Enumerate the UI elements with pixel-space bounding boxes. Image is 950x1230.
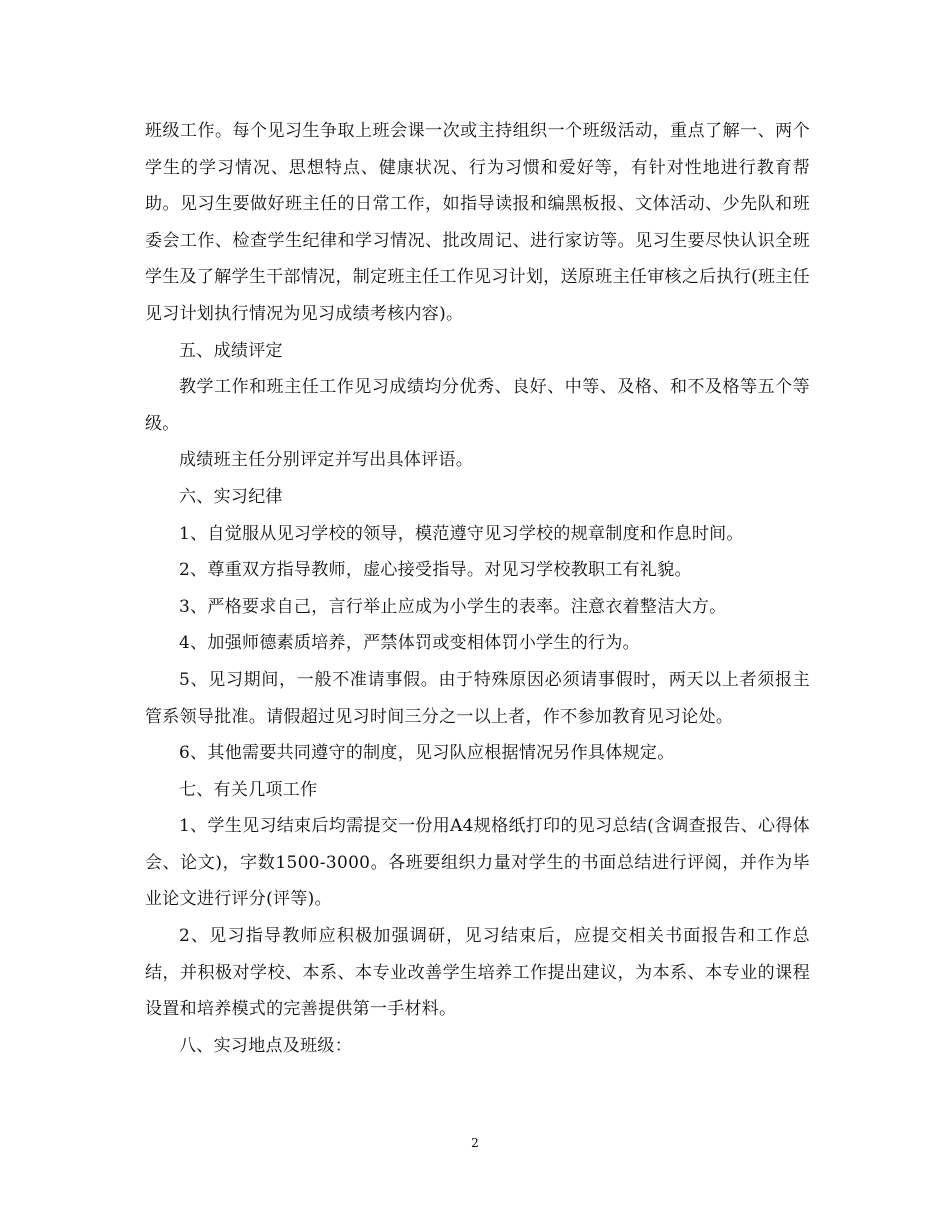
paragraph-grade-comments: 成绩班主任分别评定并写出具体评语。 (179, 450, 474, 471)
paragraph-class-work: 班级工作。每个见习生争取上班会课一次或主持组织一个班级活动，重点了解一、两个学生的学习情况、思想特点、健康状况、行为习惯和爱好等，有针对性地进行教育帮助。见习生要做好班主任的日常工作，如指导读报和编黑板报、文体活动、少先队和班委会工作、检查学生纪律和学习情况、批改周记、进行家访等。见习生要尽快认识全班学生及了解学生干部情况，制定班主任工作见习计划，送原班主任审核之后执行(班主任见习计划执行情况为见习成绩考核内容)。 (145, 121, 810, 324)
discipline-item-5: 5、见习期间，一般不准请事假。由于特殊原因必须请事假时，两天以上者须报主管系领导批准。请假超过见习时间三分之一以上者，作不参加教育见习论处。 (145, 669, 810, 727)
discipline-item-2: 2、尊重双方指导教师，虚心接受指导。对见习学校教职工有礼貌。 (179, 560, 692, 581)
heading-internship-discipline: 六、实习纪律 (179, 486, 283, 507)
discipline-item-4: 4、加强师德素质培养，严禁体罚或变相体罚小学生的行为。 (179, 633, 640, 654)
heading-related-work: 七、有关几项工作 (179, 779, 318, 800)
work-item-2: 2、见习指导教师应积极加强调研，见习结束后，应提交相关书面报告和工作总结，并积极对学校、本系、本专业改善学生培养工作提出建议，为本系、本专业的课程设置和培养模式的完善提供第一手材料。 (145, 926, 810, 1020)
document-body (145, 113, 810, 1064)
heading-grade-evaluation: 五、成绩评定 (179, 340, 283, 361)
paragraph-grade-levels: 教学工作和班主任工作见习成绩均分优秀、良好、中等、及格、和不及格等五个等级。 (145, 377, 810, 434)
page-number: 2 (471, 1136, 479, 1150)
work-item-1: 1、学生见习结束后均需提交一份用A4规格纸打印的见习总结(含调查报告、心得体会、论文)，字数1500-3000。各班要组织力量对学生的书面总结进行评阅，并作为毕业论文进行评分(评等)。 (145, 816, 810, 910)
discipline-item-3: 3、严格要求自己，言行举止应成为小学生的表率。注意衣着整洁大方。 (179, 596, 727, 617)
discipline-item-1: 1、自觉服从见习学校的领导，模范遵守见习学校的规章制度和作息时间。 (179, 523, 744, 544)
heading-location-and-classes: 八、实习地点及班级： (179, 1035, 352, 1056)
discipline-item-6: 6、其他需要共同遵守的制度，见习队应根据情况另作具体规定。 (179, 743, 675, 764)
